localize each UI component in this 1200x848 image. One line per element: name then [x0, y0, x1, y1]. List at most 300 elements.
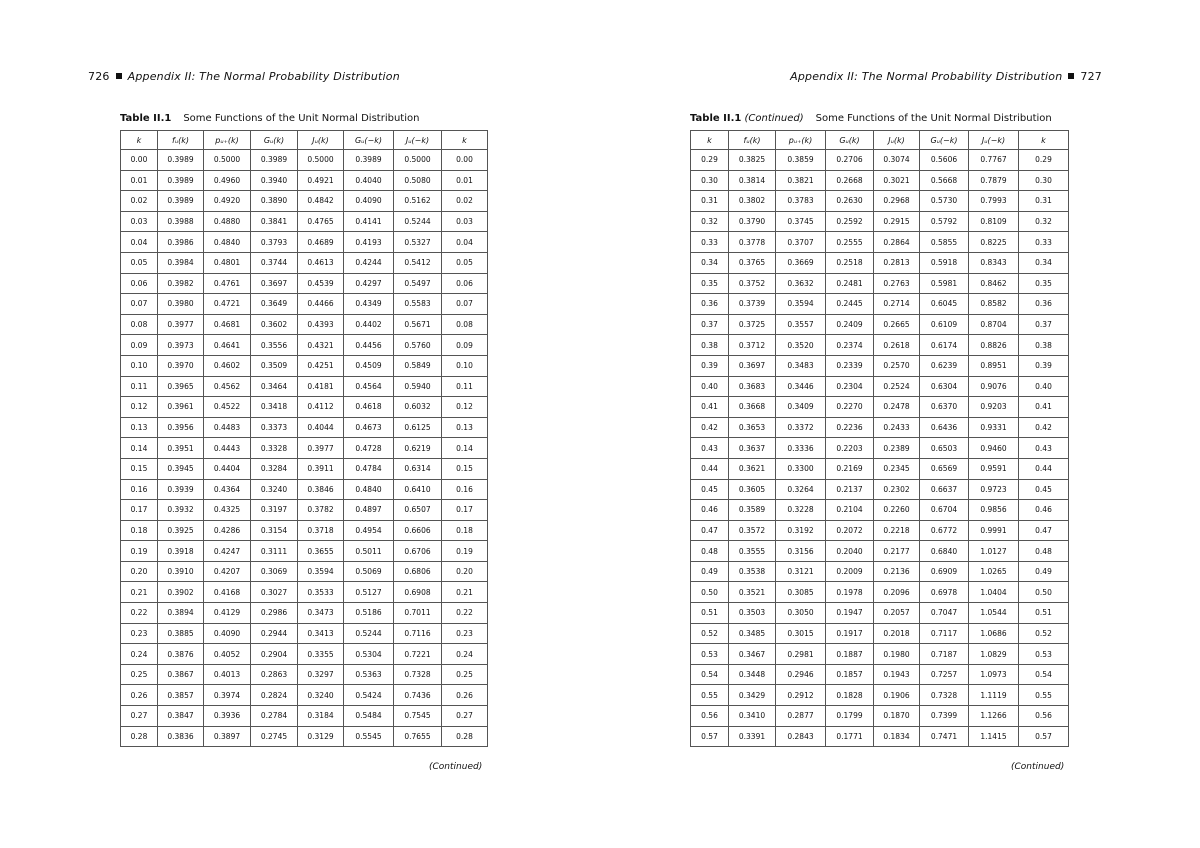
- table-cell: 0.4801: [204, 252, 251, 273]
- table-cell: 0.6908: [394, 582, 442, 603]
- continued-note-right: (Continued): [1011, 762, 1065, 772]
- table-cell: 0.3556: [251, 335, 298, 356]
- table-cell: 0.4765: [298, 211, 344, 232]
- table-cell: 0.3197: [251, 500, 298, 521]
- table-cell: 0.3894: [158, 603, 204, 624]
- table-label-suffix: (Continued): [744, 113, 804, 124]
- table-cell: 0.49: [691, 561, 729, 582]
- table-cell: 0.2944: [251, 623, 298, 644]
- table-cell: 0.4013: [204, 664, 251, 685]
- table-cell: 0.2763: [874, 273, 920, 294]
- table-cell: 0.2518: [826, 252, 874, 273]
- table-cell: 0.2236: [826, 417, 874, 438]
- data-table-right: [690, 130, 1069, 747]
- table-cell: 0.40: [691, 376, 729, 397]
- table-cell: 0.3328: [251, 438, 298, 459]
- table-cell: 0.3989: [158, 150, 204, 171]
- table-cell: 0.5497: [394, 273, 442, 294]
- table-cell: 0.2592: [826, 211, 874, 232]
- table-cell: 0.31: [1019, 191, 1069, 212]
- table-cell: 0.4364: [204, 479, 251, 500]
- column-header: k: [442, 131, 488, 150]
- table-cell: 0.06: [121, 273, 158, 294]
- table-cell: 0.3467: [729, 644, 776, 665]
- table-cell: 0.36: [691, 294, 729, 315]
- table-cell: 0.28: [442, 726, 488, 747]
- table-cell: 0.2072: [826, 520, 874, 541]
- table-cell: 0.00: [121, 150, 158, 171]
- table-row: [691, 726, 1069, 747]
- table-cell: 0.3649: [251, 294, 298, 315]
- table-cell: 0.53: [1019, 644, 1069, 665]
- table-cell: 0.6704: [920, 500, 969, 521]
- table-cell: 0.49: [1019, 561, 1069, 582]
- table-cell: 0.4466: [298, 294, 344, 315]
- table-cell: 0.4522: [204, 397, 251, 418]
- table-cell: 0.3783: [776, 191, 826, 212]
- table-cell: 0.34: [1019, 252, 1069, 273]
- table-row: [121, 685, 488, 706]
- table-cell: 0.19: [442, 541, 488, 562]
- table-cell: 0.3973: [158, 335, 204, 356]
- table-cell: 0.4602: [204, 355, 251, 376]
- table-cell: 0.5363: [344, 664, 394, 685]
- table-cell: 0.8343: [969, 252, 1019, 273]
- table-cell: 0.3668: [729, 397, 776, 418]
- table-cell: 0.27: [442, 706, 488, 727]
- table-cell: 0.3867: [158, 664, 204, 685]
- table-cell: 0.3027: [251, 582, 298, 603]
- table-cell: 0.4207: [204, 561, 251, 582]
- table-cell: 0.3712: [729, 335, 776, 356]
- table-cell: 0.4456: [344, 335, 394, 356]
- table-row: [121, 417, 488, 438]
- table-cell: 0.4880: [204, 211, 251, 232]
- table-cell: 0.54: [691, 664, 729, 685]
- table-cell: 0.51: [1019, 603, 1069, 624]
- table-cell: 0.3744: [251, 252, 298, 273]
- table-cell: 0.3956: [158, 417, 204, 438]
- table-cell: 0.6806: [394, 561, 442, 582]
- continued-note-left: (Continued): [429, 762, 483, 772]
- table-cell: 0.1906: [874, 685, 920, 706]
- table-cell: 0.9203: [969, 397, 1019, 418]
- table-cell: 0.32: [1019, 211, 1069, 232]
- table-cell: 0.3284: [251, 458, 298, 479]
- table-cell: 0.3391: [729, 726, 776, 747]
- table-cell: 0.3653: [729, 417, 776, 438]
- table-cell: 0.2630: [826, 191, 874, 212]
- table-cell: 0.22: [121, 603, 158, 624]
- table-cell: 0.4040: [344, 170, 394, 191]
- table-cell: 0.6507: [394, 500, 442, 521]
- table-cell: 1.0544: [969, 603, 1019, 624]
- table-cell: 0.4129: [204, 603, 251, 624]
- table-cell: 0.2057: [874, 603, 920, 624]
- table-row: [121, 561, 488, 582]
- table-cell: 0.3814: [729, 170, 776, 191]
- table-row: [691, 355, 1069, 376]
- table-cell: 0.8109: [969, 211, 1019, 232]
- table-cell: 0.1771: [826, 726, 874, 747]
- table-cell: 0.12: [121, 397, 158, 418]
- column-header: Jᵤ(k): [874, 131, 920, 150]
- table-cell: 0.4954: [344, 520, 394, 541]
- table-cell: 0.3782: [298, 500, 344, 521]
- table-cell: 0.8462: [969, 273, 1019, 294]
- table-cell: 0.7328: [920, 685, 969, 706]
- running-title-left: Appendix II: The Normal Probability Distribution: [127, 70, 400, 83]
- table-cell: 0.2104: [826, 500, 874, 521]
- table-row: [691, 541, 1069, 562]
- table-cell: 0.3847: [158, 706, 204, 727]
- table-cell: 0.3637: [729, 438, 776, 459]
- table-cell: 0.3594: [298, 561, 344, 582]
- table-cell: 0.4920: [204, 191, 251, 212]
- table-cell: 0.4193: [344, 232, 394, 253]
- table-cell: 0.4349: [344, 294, 394, 315]
- table-cell: 0.48: [691, 541, 729, 562]
- table-cell: 0.57: [1019, 726, 1069, 747]
- table-row: [121, 582, 488, 603]
- table-cell: 0.7767: [969, 150, 1019, 171]
- table-cell: 0.3977: [158, 314, 204, 335]
- table-row: [691, 335, 1069, 356]
- table-cell: 0.7221: [394, 644, 442, 665]
- table-cell: 0.3655: [298, 541, 344, 562]
- table-label: Table II.1: [120, 113, 172, 124]
- table-cell: 0.4921: [298, 170, 344, 191]
- table-cell: 0.20: [442, 561, 488, 582]
- table-cell: 0.9591: [969, 458, 1019, 479]
- table-cell: 0.22: [442, 603, 488, 624]
- table-cell: 0.24: [442, 644, 488, 665]
- table-cell: 0.6125: [394, 417, 442, 438]
- table-cell: 0.2915: [874, 211, 920, 232]
- table-cell: 0.3228: [776, 500, 826, 521]
- table-cell: 0.53: [691, 644, 729, 665]
- table-cell: 0.46: [1019, 500, 1069, 521]
- table-cell: 0.5244: [394, 211, 442, 232]
- table-cell: 0.3154: [251, 520, 298, 541]
- table-cell: 0.2018: [874, 623, 920, 644]
- table-cell: 0.5000: [204, 150, 251, 171]
- table-row: [691, 273, 1069, 294]
- table-cell: 0.6503: [920, 438, 969, 459]
- table-cell: 0.41: [1019, 397, 1069, 418]
- table-cell: 0.2946: [776, 664, 826, 685]
- table-cell: 0.3961: [158, 397, 204, 418]
- table-cell: 0.3885: [158, 623, 204, 644]
- table-cell: 0.31: [691, 191, 729, 212]
- table-cell: 0.24: [121, 644, 158, 665]
- table-cell: 0.15: [121, 458, 158, 479]
- table-cell: 0.2706: [826, 150, 874, 171]
- table-row: [121, 294, 488, 315]
- table-cell: 0.3857: [158, 685, 204, 706]
- table-cell: 0.3988: [158, 211, 204, 232]
- page-number-right: 727: [1080, 70, 1102, 83]
- table-cell: 0.3413: [298, 623, 344, 644]
- table-cell: 0.2904: [251, 644, 298, 665]
- table-cell: 0.6304: [920, 376, 969, 397]
- table-cell: 0.4112: [298, 397, 344, 418]
- table-row: [121, 335, 488, 356]
- table-cell: 0.47: [691, 520, 729, 541]
- table-cell: 0.2304: [826, 376, 874, 397]
- table-cell: 0.9331: [969, 417, 1019, 438]
- table-cell: 0.07: [121, 294, 158, 315]
- table-cell: 0.3725: [729, 314, 776, 335]
- table-cell: 0.4761: [204, 273, 251, 294]
- table-cell: 0.3745: [776, 211, 826, 232]
- table-cell: 0.5069: [344, 561, 394, 582]
- table-cell: 0.7116: [394, 623, 442, 644]
- table-cell: 0.3718: [298, 520, 344, 541]
- table-cell: 0.6772: [920, 520, 969, 541]
- table-cell: 0.3021: [874, 170, 920, 191]
- table-cell: 0.2096: [874, 582, 920, 603]
- table-cell: 0.40: [1019, 376, 1069, 397]
- table-header-row: [121, 131, 488, 150]
- table-cell: 0.7047: [920, 603, 969, 624]
- table-cell: 0.6410: [394, 479, 442, 500]
- table-cell: 0.2555: [826, 232, 874, 253]
- table-cell: 0.3520: [776, 335, 826, 356]
- table-row: [691, 417, 1069, 438]
- table-cell: 0.3192: [776, 520, 826, 541]
- table-cell: 0.4613: [298, 252, 344, 273]
- table-cell: 0.7545: [394, 706, 442, 727]
- table-cell: 0.6109: [920, 314, 969, 335]
- table-cell: 0.5484: [344, 706, 394, 727]
- table-cell: 0.3240: [251, 479, 298, 500]
- table-cell: 0.7436: [394, 685, 442, 706]
- table-cell: 0.2137: [826, 479, 874, 500]
- table-cell: 0.08: [442, 314, 488, 335]
- table-cell: 1.1266: [969, 706, 1019, 727]
- table-cell: 0.4244: [344, 252, 394, 273]
- table-cell: 0.5412: [394, 252, 442, 273]
- table-cell: 0.3594: [776, 294, 826, 315]
- table-cell: 0.3989: [344, 150, 394, 171]
- table-cell: 0.11: [442, 376, 488, 397]
- table-cell: 0.4689: [298, 232, 344, 253]
- table-cell: 0.3821: [776, 170, 826, 191]
- table-cell: 0.3989: [251, 150, 298, 171]
- table-cell: 0.5000: [298, 150, 344, 171]
- table-cell: 0.5000: [394, 150, 442, 171]
- table-cell: 0.30: [1019, 170, 1069, 191]
- table-cell: 0.35: [1019, 273, 1069, 294]
- table-cell: 0.3111: [251, 541, 298, 562]
- table-row: [121, 211, 488, 232]
- column-header: Gᵤ(−k): [344, 131, 394, 150]
- table-cell: 0.4673: [344, 417, 394, 438]
- table-cell: 0.3977: [298, 438, 344, 459]
- column-header: Gᵤ(−k): [920, 131, 969, 150]
- table-cell: 0.4402: [344, 314, 394, 335]
- table-cell: 0.4483: [204, 417, 251, 438]
- table-cell: 0.08: [121, 314, 158, 335]
- table-cell: 0.5760: [394, 335, 442, 356]
- table-caption-left: [120, 113, 419, 124]
- table-cell: 0.3951: [158, 438, 204, 459]
- table-cell: 0.35: [691, 273, 729, 294]
- table-cell: 0.48: [1019, 541, 1069, 562]
- table-cell: 0.39: [691, 355, 729, 376]
- table-cell: 0.4052: [204, 644, 251, 665]
- table-cell: 0.15: [442, 458, 488, 479]
- table-cell: 0.20: [121, 561, 158, 582]
- table-cell: 0.4325: [204, 500, 251, 521]
- table-cell: 0.07: [442, 294, 488, 315]
- table-cell: 0.6314: [394, 458, 442, 479]
- table-cell: 0.2981: [776, 644, 826, 665]
- table-cell: 0.2986: [251, 603, 298, 624]
- table-cell: 0.3890: [251, 191, 298, 212]
- table-cell: 0.2824: [251, 685, 298, 706]
- table-row: [691, 314, 1069, 335]
- table-cell: 0.6370: [920, 397, 969, 418]
- table-cell: 0.2374: [826, 335, 874, 356]
- table-cell: 0.4842: [298, 191, 344, 212]
- table-cell: 0.42: [691, 417, 729, 438]
- table-cell: 0.4297: [344, 273, 394, 294]
- table-cell: 0.41: [691, 397, 729, 418]
- table-cell: 0.27: [121, 706, 158, 727]
- table-cell: 0.3555: [729, 541, 776, 562]
- table-row: [121, 644, 488, 665]
- table-row: [691, 191, 1069, 212]
- table-row: [121, 273, 488, 294]
- table-cell: 0.4784: [344, 458, 394, 479]
- column-header: k: [1019, 131, 1069, 150]
- table-cell: 0.4840: [204, 232, 251, 253]
- table-cell: 0.3965: [158, 376, 204, 397]
- table-cell: 0.3940: [251, 170, 298, 191]
- table-cell: 0.3778: [729, 232, 776, 253]
- table-cell: 0.6978: [920, 582, 969, 603]
- table-cell: 0.2433: [874, 417, 920, 438]
- table-cell: 0.18: [121, 520, 158, 541]
- table-cell: 0.2665: [874, 314, 920, 335]
- table-cell: 0.5244: [344, 623, 394, 644]
- table-cell: 0.33: [691, 232, 729, 253]
- table-cell: 0.3911: [298, 458, 344, 479]
- table-cell: 0.4321: [298, 335, 344, 356]
- table-cell: 0.26: [121, 685, 158, 706]
- table-row: [121, 252, 488, 273]
- table-cell: 0.28: [121, 726, 158, 747]
- table-cell: 0.1870: [874, 706, 920, 727]
- column-header: fᵤ(k): [158, 131, 204, 150]
- table-cell: 0.4141: [344, 211, 394, 232]
- table-cell: 0.4168: [204, 582, 251, 603]
- table-cell: 0.7879: [969, 170, 1019, 191]
- page-number-left: 726: [88, 70, 110, 83]
- table-cell: 0.3372: [776, 417, 826, 438]
- table-row: [121, 376, 488, 397]
- table-cell: 0.2302: [874, 479, 920, 500]
- table-cell: 0.2714: [874, 294, 920, 315]
- table-row: [691, 232, 1069, 253]
- table-row: [691, 150, 1069, 171]
- table-cell: 0.2409: [826, 314, 874, 335]
- table-cell: 0.3473: [298, 603, 344, 624]
- table-cell: 0.2339: [826, 355, 874, 376]
- table-row: [691, 500, 1069, 521]
- table-row: [691, 294, 1069, 315]
- running-title-right: Appendix II: The Normal Probability Distribution: [790, 70, 1063, 83]
- table-cell: 0.2203: [826, 438, 874, 459]
- table-cell: 0.3846: [298, 479, 344, 500]
- column-header: Jᵤ(−k): [969, 131, 1019, 150]
- table-cell: 1.0127: [969, 541, 1019, 562]
- table-cell: 0.3982: [158, 273, 204, 294]
- table-cell: 0.44: [1019, 458, 1069, 479]
- table-cell: 0.10: [121, 355, 158, 376]
- table-cell: 0.16: [442, 479, 488, 500]
- table-row: [121, 314, 488, 335]
- table-cell: 0.7399: [920, 706, 969, 727]
- table-cell: 0.3129: [298, 726, 344, 747]
- table-cell: 0.4251: [298, 355, 344, 376]
- table-cell: 0.3521: [729, 582, 776, 603]
- table-cell: 0.3632: [776, 273, 826, 294]
- table-cell: 0.2270: [826, 397, 874, 418]
- table-cell: 0.3707: [776, 232, 826, 253]
- table-cell: 0.2863: [251, 664, 298, 685]
- table-cell: 0.1828: [826, 685, 874, 706]
- table-cell: 0.3918: [158, 541, 204, 562]
- table-cell: 0.55: [1019, 685, 1069, 706]
- table-cell: 0.4539: [298, 273, 344, 294]
- table-cell: 0.3074: [874, 150, 920, 171]
- table-cell: 0.23: [121, 623, 158, 644]
- table-cell: 0.4181: [298, 376, 344, 397]
- table-cell: 0.04: [442, 232, 488, 253]
- table-cell: 0.9076: [969, 376, 1019, 397]
- table-cell: 0.3355: [298, 644, 344, 665]
- table-cell: 0.5583: [394, 294, 442, 315]
- table-cell: 0.4509: [344, 355, 394, 376]
- table-cell: 0.4897: [344, 500, 394, 521]
- table-cell: 0.45: [691, 479, 729, 500]
- table-cell: 0.4404: [204, 458, 251, 479]
- table-cell: 0.3980: [158, 294, 204, 315]
- table-cell: 0.37: [1019, 314, 1069, 335]
- table-row: [121, 664, 488, 685]
- table-row: [691, 582, 1069, 603]
- table-row: [691, 170, 1069, 191]
- table-cell: 0.39: [1019, 355, 1069, 376]
- table-cell: 0.3572: [729, 520, 776, 541]
- table-cell: 0.3446: [776, 376, 826, 397]
- table-cell: 0.3752: [729, 273, 776, 294]
- table-cell: 0.2912: [776, 685, 826, 706]
- table-cell: 0.5304: [344, 644, 394, 665]
- table-cell: 0.56: [691, 706, 729, 727]
- table-cell: 0.3897: [204, 726, 251, 747]
- table-cell: 0.3264: [776, 479, 826, 500]
- table-cell: 0.4247: [204, 541, 251, 562]
- table-cell: 0.36: [1019, 294, 1069, 315]
- table-row: [121, 150, 488, 171]
- table-cell: 0.3697: [251, 273, 298, 294]
- table-cell: 0.29: [691, 150, 729, 171]
- table-cell: 0.03: [121, 211, 158, 232]
